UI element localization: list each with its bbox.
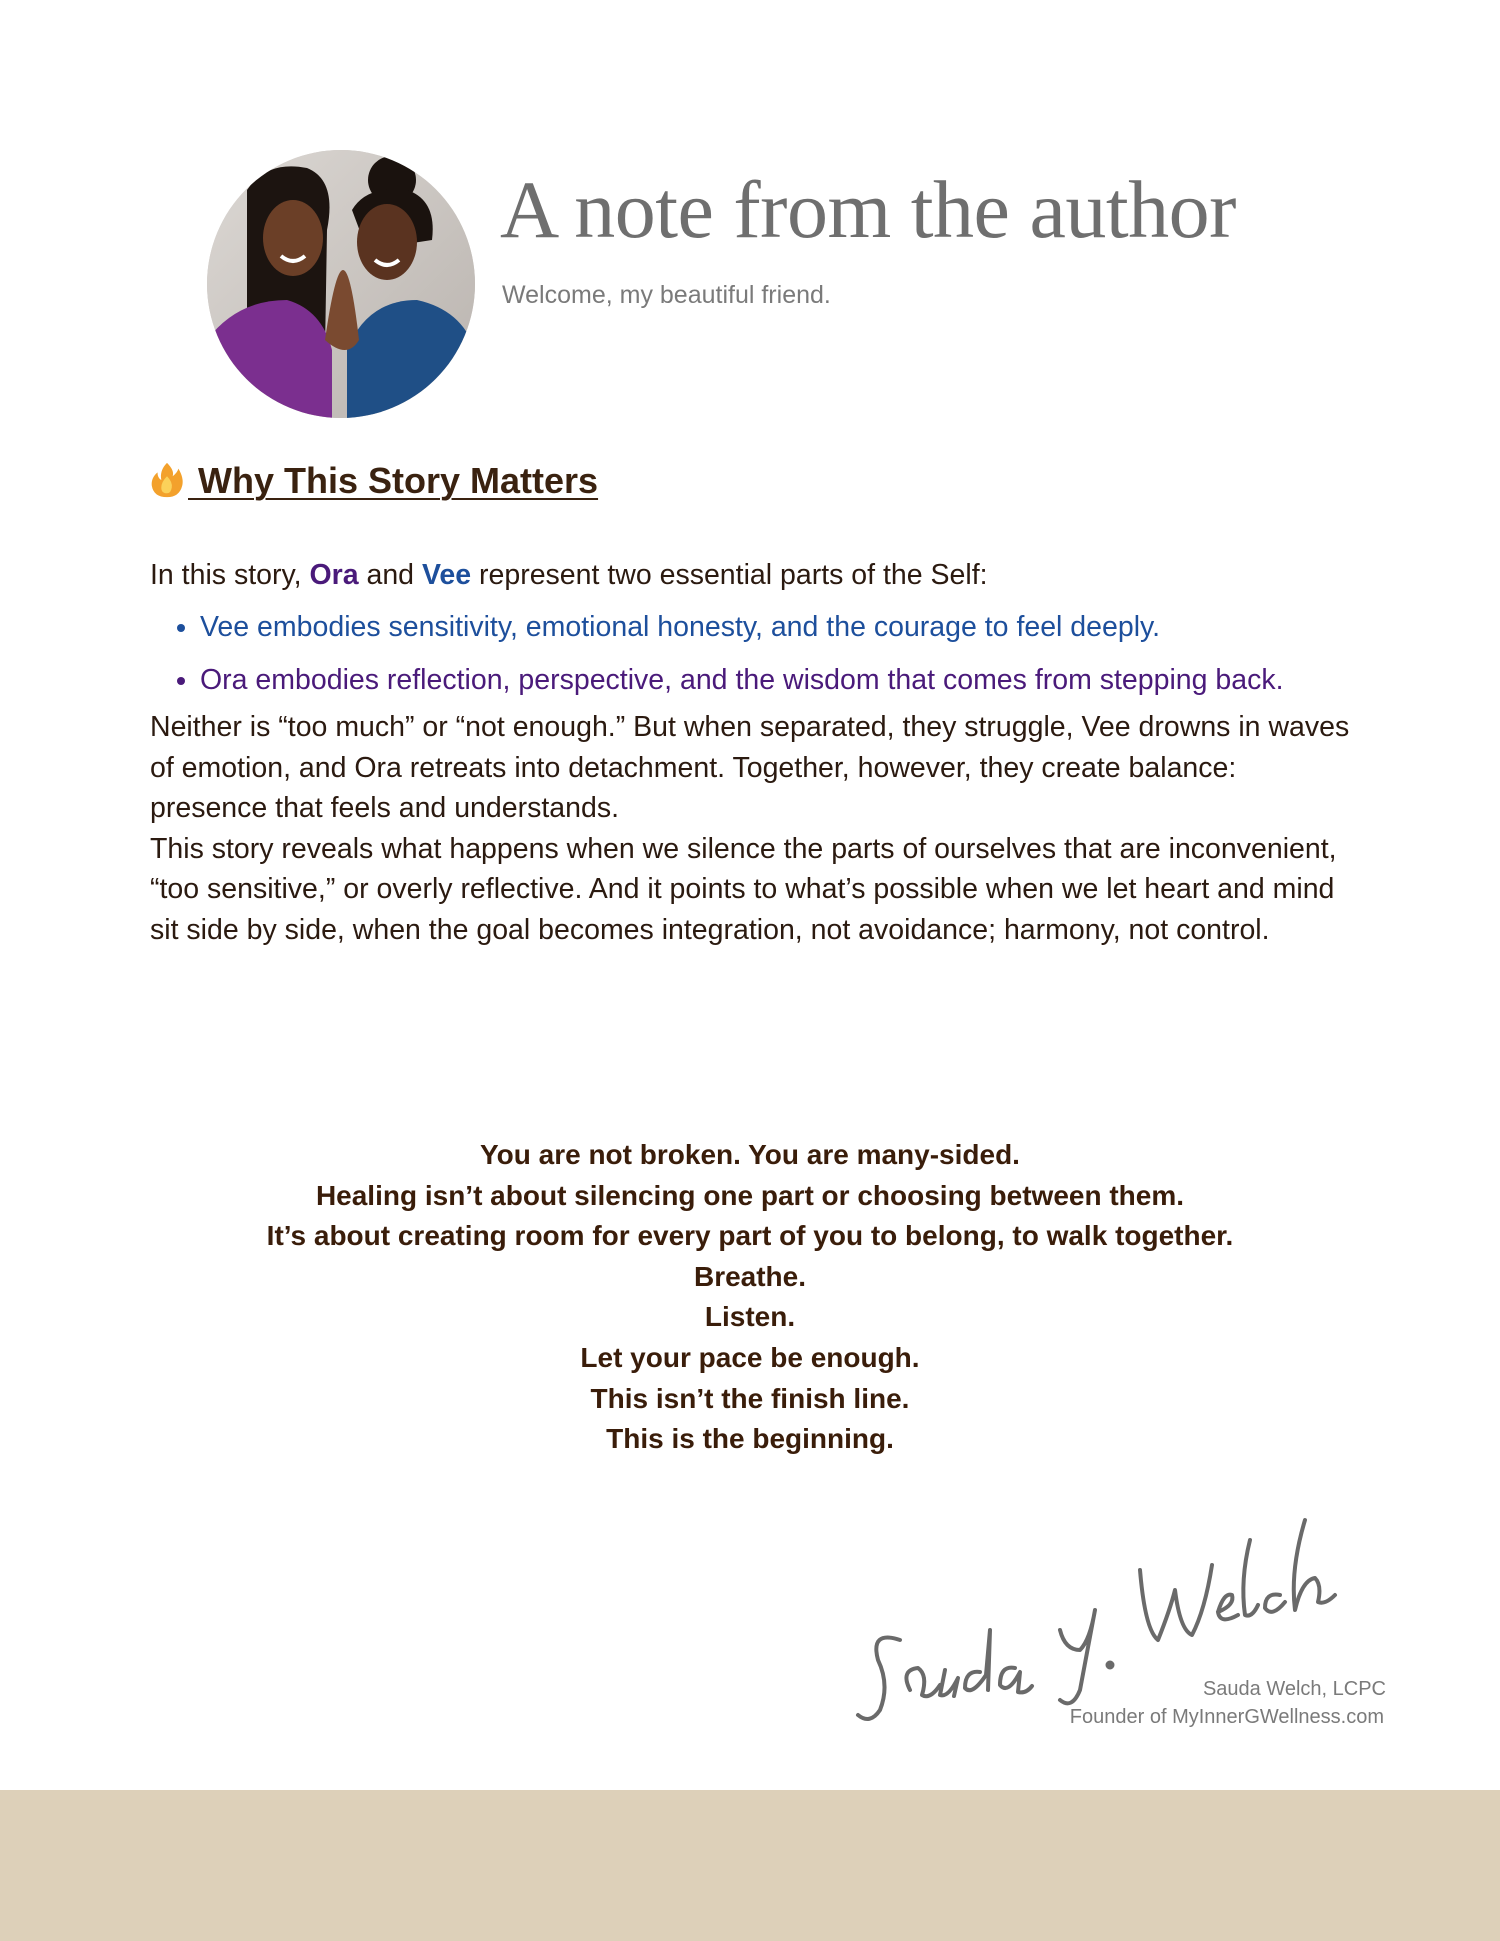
signature-name: Sauda Welch, LCPC [1202, 1678, 1386, 1700]
page-title: A note from the author [500, 164, 1236, 255]
affirmation-block [0, 1135, 1500, 1460]
signature-role: Founder of MyInnerGWellness.com [1069, 1706, 1384, 1728]
affirmation-line: Breathe. [693, 1260, 807, 1292]
affirmation-line: Healing isn’t about silencing one part or choosing between them. [315, 1179, 1185, 1211]
vee-name: Vee [421, 559, 472, 591]
welcome-subtitle: Welcome, my beautiful friend. [502, 281, 831, 309]
paragraph-balance: Neither is “too much” or “not enough.” But when separated, they struggle, Vee drowns in waves of emotion, and Ora retreats into detachment. Together, however, they create balance: presence that feels and understands. [150, 711, 1350, 824]
affirmation-line: This isn’t the finish line. [590, 1382, 910, 1414]
footer-band [0, 1790, 1500, 1941]
parts-list [150, 601, 1350, 707]
ora-name: Ora [309, 559, 359, 591]
paragraph-story: This story reveals what happens when we silence the parts of ourselves that are inconvenient, “too sensitive,” or overly reflective. And it points to what’s possible when we let heart and mind sit side by side, when the goal becomes integration, not avoidance; harmony, not control. [150, 832, 1337, 946]
affirmation-line: It’s about creating room for every part of you to belong, to walk together. [266, 1220, 1234, 1252]
body-copy [150, 555, 1350, 950]
section-heading [148, 456, 598, 506]
affirmation-line: Listen. [704, 1301, 796, 1333]
intro-before: In this story, [150, 559, 310, 591]
list-item-vee: • Vee embodies sensitivity, emotional honesty, and the courage to feel deeply. [200, 601, 1350, 654]
affirmation-line: Let your pace be enough. [580, 1341, 920, 1373]
fire-icon [148, 461, 186, 499]
intro-and: and [358, 559, 422, 591]
author-photo [207, 150, 475, 418]
affirmation-line: This is the beginning. [606, 1423, 894, 1455]
intro-after: represent two essential parts of the Self: [471, 559, 988, 591]
affirmation-line: You are not broken. You are many-sided. [480, 1139, 1020, 1170]
section-heading-text: Why This Story Matters [188, 460, 599, 501]
intro-line [150, 555, 1350, 595]
list-item-ora: • Ora embodies reflection, perspective, and the wisdom that comes from stepping back. [200, 654, 1350, 707]
